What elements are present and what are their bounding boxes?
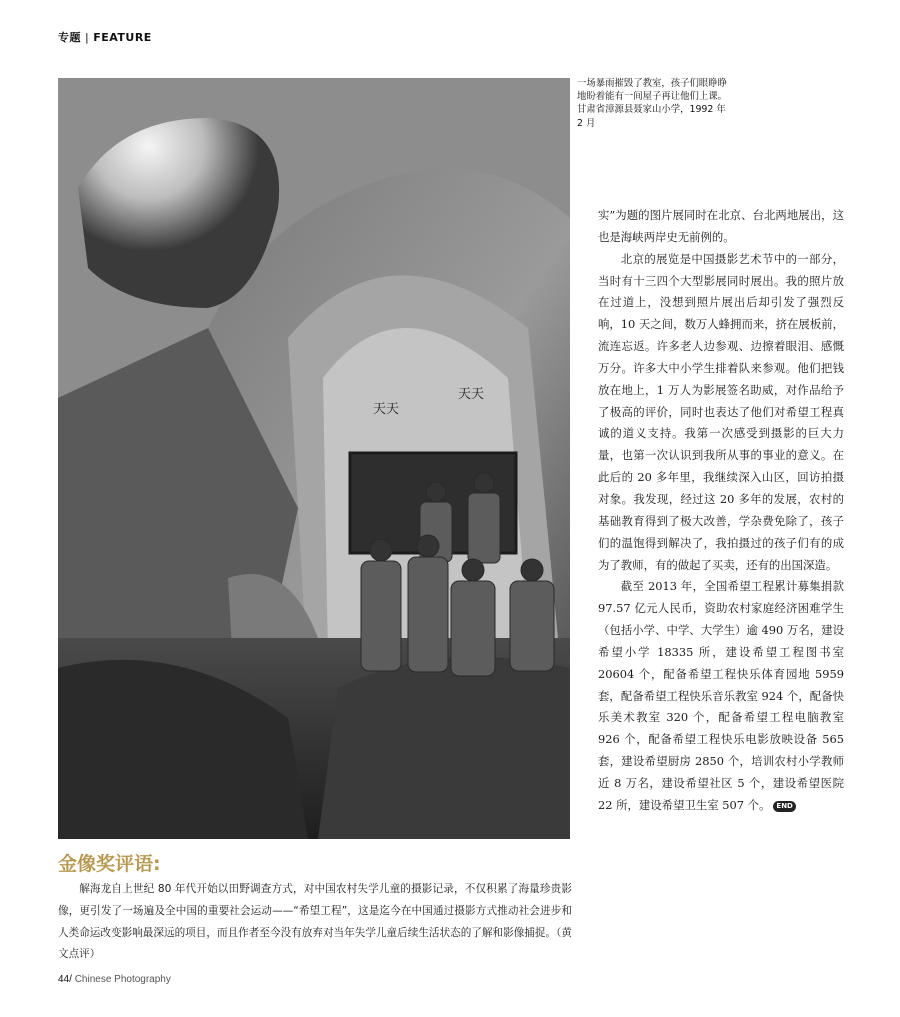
section-header [58,29,152,45]
classroom-photo-illustration [58,78,570,839]
wall-text-left: 天天 [373,402,400,417]
body-paragraph-1: 实”为题的图片展同时在北京、台北两地展出，这也是海峡两岸史无前例的。 [598,208,844,244]
feature-photo [58,78,570,839]
end-mark: END [773,801,795,812]
body-paragraph-3-text: 截至 2013 年，全国希望工程累计募集捐款 97.57 亿元人民币，资助农村家庭经济困难学生（包括小学、中学、大学生）逾 490 万名，建设希望小学 18335 所，建设希望工程图书室 20604 个，配备希望工程快乐体育园地 5959 套，配备希望工程快乐音乐教室 924 个，配备快乐美术教室 320 个，配备希望工程电脑教室 926 个，配备希望工程快乐电影放映设备 565 套，建设希望厨房 2850 个，培训农村小学教师近 8 万名，建设希望社区 5 个，建设希望医院 22 所，建设希望卫生室 507 个。 [598,579,844,812]
magazine-name: Chinese Photography [74,974,171,985]
body-paragraph-2: 北京的展览是中国摄影艺术节中的一部分，当时有十三四个大型影展同时展出。我的照片放在过道上，没想到照片展出后却引发了强烈反响，10 天之间，数万人蜂拥而来，挤在展板前，流连忘返。许多老人边参观、边擦着眼泪、感慨万分。许多大中小学生排着队来参观。他们把钱放在地上，1 万人为影展签名助威，对作品给予了极高的评价，同时也表达了他们对希望工程真诚的道义支持。我第一次感受到摄影的巨大力量，也第一次认识到我所从事的事业的意义。在此后的 20 多年里，我继续深入山区，回访拍摄对象。我发现，经过这 20 多年的发展，农村的基础教育得到了极大改善，学杂费免除了，孩子们的温饱得到解决了，我拍摄过的孩子们有的成为了教师，有的做起了买卖，还有的出国深造。 [598,251,844,572]
wall-text-right: 天天 [458,387,485,402]
header-divider: | [85,31,90,44]
review-comment [58,879,572,966]
article-body [598,205,844,817]
page-footer [58,974,171,985]
review-text: 解海龙自上世纪 80 年代开始以田野调查方式，对中国农村失学儿童的摄影记录，不仅积累了海量珍贵影像，更引发了一场遍及全中国的重要社会运动——“希望工程”，这是迄今在中国通过摄影方式推动社会进步和人类命运改变影响最深远的项目，而且作者至今没有放弃对当年失学儿童后续生活状态的了解和影像捕捉。（黄文点评） [58,883,572,961]
review-title: 金像奖评语: [58,853,161,875]
body-paragraph-3 [598,576,844,816]
footer-separator: / [69,974,72,985]
section-name: 专题 [58,31,81,44]
section-label: FEATURE [93,31,152,44]
photo-caption: 一场暴雨摧毁了教室，孩子们眼睁睁地盼着能有一间屋子再让他们上课。甘肃省漳源县聂家山小学，1992 年 2 月 [577,78,728,129]
page-number: 44 [58,974,70,985]
